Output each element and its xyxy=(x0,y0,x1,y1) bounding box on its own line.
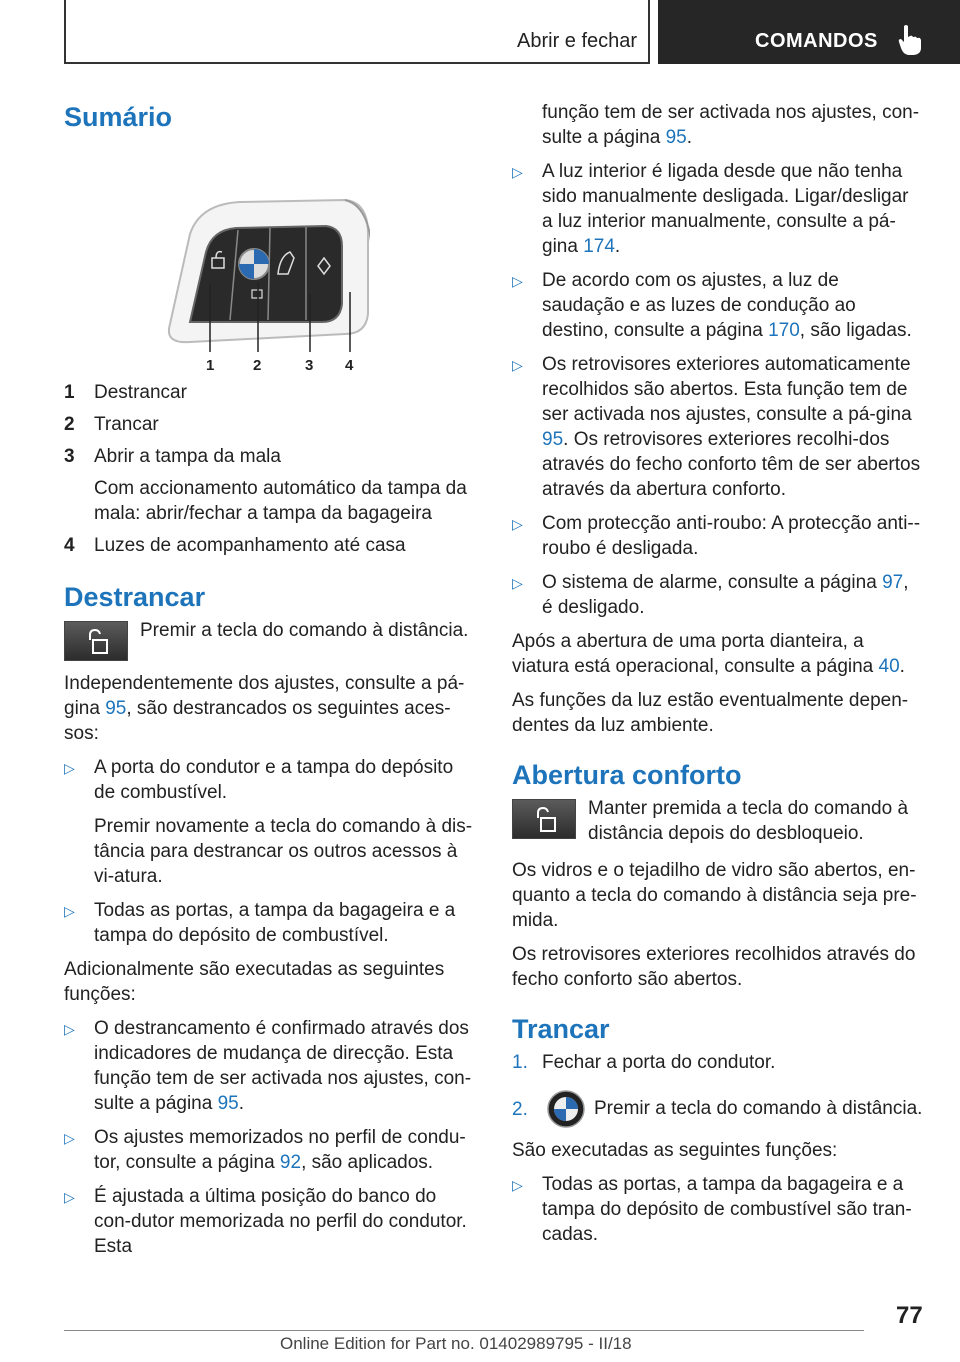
header-section-title: Abrir e fechar xyxy=(517,30,638,52)
note-text: . xyxy=(899,656,905,677)
bullet-text-part: A luz interior é ligada desde que não tenha sido manualmente desligada. Ligar/desligar a luz interior manualmente, consulte a pá-gina xyxy=(542,161,909,257)
bullet-text-part: , são ligadas. xyxy=(799,320,912,341)
comfort-button-row xyxy=(512,796,924,846)
unlock-title: Destrancar xyxy=(64,582,206,612)
list-item xyxy=(64,444,476,526)
bullet-text-part: O destrancamento é confirmado através dos indicadores de mudança de direcção. Esta função tem de ser activada nos ajustes, con-sulte a página xyxy=(94,1018,472,1114)
step-text: Fechar a porta do condutor. xyxy=(542,1052,776,1073)
bullet-spacer xyxy=(512,100,542,150)
key-fob-illustration xyxy=(130,194,370,374)
bullet-text: É ajustada a última posição do banco do con-dutor memorizada no perfil do condutor. Esta xyxy=(94,1186,467,1257)
header-chapter-tab xyxy=(658,0,960,64)
bullet-text xyxy=(94,1016,476,1116)
lock-steps xyxy=(512,1050,924,1129)
note-text: Após a abertura de uma porta dianteira, a viatura está operacional, consulte a página xyxy=(512,631,879,677)
figure-label: 2 xyxy=(253,357,262,374)
bullet-text xyxy=(542,159,924,259)
bullet-text-part: . Os retrovisores exteriores recolhi-dos através do fecho conforto têm de ser abertos através da abertura conforto. xyxy=(542,429,921,500)
page-link[interactable]: 95 xyxy=(542,429,564,450)
car-brand-logo-icon xyxy=(546,1089,586,1129)
bullet-text: A porta do condutor e a tampa do depósito de combustível. xyxy=(94,757,454,803)
comfort-paragraph: Os vidros e o tejadilho de vidro são abertos, en-quanto a tecla do comando à distância seja pre-mida. xyxy=(512,860,917,931)
list-item-number: 1 xyxy=(64,382,75,403)
bullet-triangle-icon: ▷ xyxy=(64,1130,75,1146)
list-item-subtext: Com accionamento automático da tampa da mala: abrir/fechar a tampa da bagageira xyxy=(94,478,467,524)
bullet-text-part: , são aplicados. xyxy=(301,1152,434,1173)
bullet-triangle-icon: ▷ xyxy=(512,575,523,591)
comfort-button-caption: Manter premida a tecla do comando à distância depois do desbloqueio. xyxy=(588,798,909,844)
page-link[interactable]: 92 xyxy=(279,1152,302,1173)
bullet-text xyxy=(94,1125,476,1175)
footer-divider xyxy=(64,1330,864,1331)
bullet-text xyxy=(542,352,924,502)
footer-edition: Online Edition for Part no. 01402989795 - II/18 xyxy=(280,1334,632,1353)
bullet-triangle-icon: ▷ xyxy=(512,1177,523,1193)
page-link[interactable]: 97 xyxy=(882,572,904,593)
lock-executed: São executadas as seguintes funções: xyxy=(512,1140,838,1161)
header-divider-left xyxy=(64,0,66,64)
bullet-item xyxy=(512,1172,924,1247)
page-link[interactable]: 170 xyxy=(768,320,800,341)
figure-label: 4 xyxy=(345,357,354,374)
page-link[interactable]: 95 xyxy=(105,698,127,719)
summary-title: Sumário xyxy=(64,102,173,132)
figure-label: 1 xyxy=(206,357,215,374)
bullet-text-part: , é desligado. xyxy=(542,572,909,618)
list-item xyxy=(64,380,476,405)
bullet-triangle-icon: ▷ xyxy=(64,903,75,919)
page-link[interactable]: 95 xyxy=(665,127,687,148)
unlock-intro-text: , são destrancados os seguintes aces-sos: xyxy=(64,698,451,744)
bullet-text-part: O sistema de alarme, consulte a página xyxy=(542,572,883,593)
bullet-text-part: . xyxy=(614,236,621,257)
bullet-triangle-icon: ▷ xyxy=(64,1021,75,1037)
bullet-triangle-icon: ▷ xyxy=(64,1189,75,1205)
bullet-text xyxy=(542,570,924,620)
unlock-icon xyxy=(85,628,109,656)
bullet-item xyxy=(64,1125,476,1175)
list-item-number: 2 xyxy=(64,414,75,435)
bullet-text-part: . xyxy=(238,1093,245,1114)
bullet-item xyxy=(64,1016,476,1116)
comfort-key-button-image xyxy=(512,799,576,839)
bullet-text-part: Os ajustes memorizados no perfil de condu-tor, consulte a página xyxy=(94,1127,466,1173)
list-item-number: 4 xyxy=(64,535,75,556)
list-item xyxy=(512,1050,924,1075)
list-item xyxy=(512,1089,924,1129)
bullet-item xyxy=(64,755,476,889)
unlock-button-caption: Premir a tecla do comando à distância. xyxy=(140,620,469,641)
bullet-item xyxy=(64,898,476,948)
unlock-additional: Adicionalmente são executadas as seguintes funções: xyxy=(64,959,445,1005)
unlock-button-row xyxy=(64,618,476,661)
bullet-item xyxy=(512,159,924,259)
bullet-body xyxy=(94,755,476,889)
list-item-number: 3 xyxy=(64,446,75,467)
bullet-text-part: De acordo com os ajustes, a luz de saudação e as luzes de condução ao destino, consulte a página xyxy=(542,270,856,341)
comfort-paragraph: Os retrovisores exteriores recolhidos através do fecho conforto são abertos. xyxy=(512,944,916,990)
unlock-intro xyxy=(64,671,476,746)
summary-list xyxy=(64,380,476,558)
page-link[interactable]: 174 xyxy=(583,236,615,257)
lights-note: As funções da luz estão eventualmente depen-dentes da luz ambiente. xyxy=(512,690,909,736)
unlock-key-button-image xyxy=(64,621,128,661)
bullet-triangle-icon: ▷ xyxy=(64,760,75,776)
bullet-text: função tem de ser activada nos ajustes, con-sulte a página 95. xyxy=(542,102,920,148)
list-item-text: Destrancar xyxy=(94,382,187,403)
list-item-text: Trancar xyxy=(94,414,159,435)
list-item-body xyxy=(94,444,476,526)
bullet-text: Com protecção anti-roubo: A protecção anti--roubo é desligada. xyxy=(542,513,921,559)
page-number: 77 xyxy=(896,1302,923,1329)
list-item-text: Luzes de acompanhamento até casa xyxy=(94,535,406,556)
step-body xyxy=(542,1089,922,1129)
page-link[interactable]: 40 xyxy=(878,656,900,677)
header-divider-mid xyxy=(648,0,650,64)
bullet-text-part: Os retrovisores exteriores automaticamente recolhidos são abertos. Esta função tem de ser activada nos ajustes, consulte a pá-gina xyxy=(542,354,912,425)
bullet-text: Todas as portas, a tampa da bagageira e a tampa do depósito de combustível são tran-cadas. xyxy=(542,1174,912,1245)
bullet-item xyxy=(512,511,924,561)
bullet-text: Todas as portas, a tampa da bagageira e a tampa do depósito de combustível. xyxy=(94,900,456,946)
list-item xyxy=(64,412,476,437)
header-underline xyxy=(64,62,648,64)
bullet-triangle-icon: ▷ xyxy=(512,357,523,373)
hand-pointer-icon xyxy=(896,24,924,56)
bullet-triangle-icon: ▷ xyxy=(512,164,523,180)
step-number: 2. xyxy=(512,1098,528,1120)
bullet-triangle-icon: ▷ xyxy=(512,516,523,532)
bullet-item xyxy=(512,268,924,343)
step-text: Premir a tecla do comando à distância. xyxy=(594,1098,923,1120)
unlock-icon xyxy=(533,806,557,834)
page-link[interactable]: 95 xyxy=(217,1093,239,1114)
right-column xyxy=(512,100,924,1256)
left-column xyxy=(64,100,476,1268)
bullet-continuation xyxy=(512,100,924,150)
bullet-item xyxy=(512,352,924,502)
bullet-subtext: Premir novamente a tecla do comando à dis-tância para destrancar os outros acessos à vi-atura. xyxy=(94,816,473,887)
unlock-intro-text: Independentemente dos ajustes, consulte a pá-gina xyxy=(64,673,465,719)
figure-label: 3 xyxy=(305,357,314,374)
comfort-title: Abertura conforto xyxy=(512,760,742,790)
bullet-triangle-icon: ▷ xyxy=(512,273,523,289)
bullet-text xyxy=(542,268,924,343)
list-item-text: Abrir a tampa da mala xyxy=(94,446,281,467)
header-chapter-title: COMANDOS xyxy=(755,30,878,52)
after-front-door-note xyxy=(512,629,924,679)
lock-title: Trancar xyxy=(512,1014,610,1044)
bullet-item xyxy=(512,570,924,620)
bullet-item xyxy=(64,1184,476,1259)
step-number: 1. xyxy=(512,1052,528,1073)
list-item xyxy=(64,533,476,558)
